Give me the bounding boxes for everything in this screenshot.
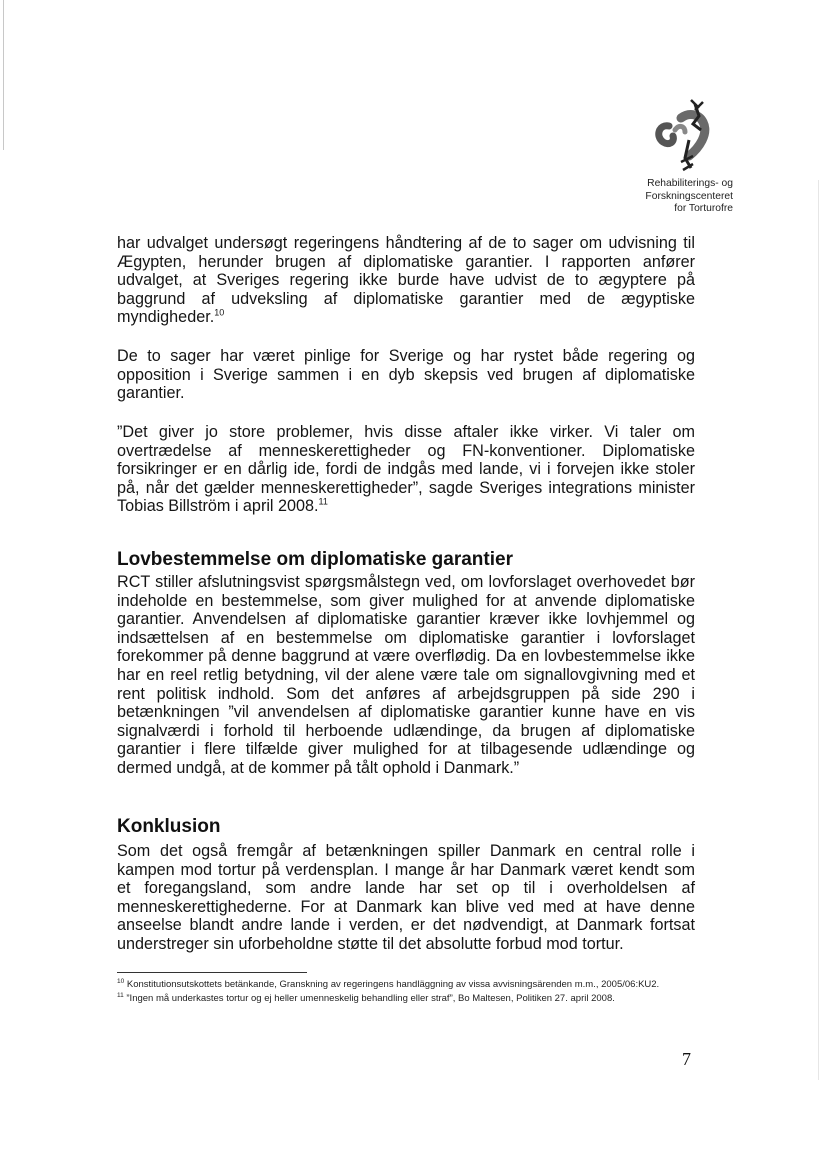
footnote-number: 11 [117, 991, 124, 999]
quote-block [117, 423, 695, 516]
footnote-ref: 11 [318, 496, 328, 507]
footnote-text: Konstitutionsutskottets betänkande, Granskning av regeringens handläggning av vissa avvisningsärenden m.m., 2005/06:KU2. [126, 979, 660, 990]
paragraph-block [117, 842, 695, 954]
footnote-separator [117, 972, 307, 973]
footnote-ref: 10 [214, 307, 225, 318]
paragraph-block [117, 234, 695, 327]
section-heading-block [117, 549, 695, 571]
section-heading: Konklusion [117, 816, 221, 837]
footnotes [117, 979, 697, 1006]
quote-paragraph [117, 423, 695, 516]
paragraph: Som det også fremgår af betænkningen spiller Danmark en central rolle i kampen mod tortur på verdensplan. I mange år har Danmark været kendt som et foregangsland, som andre lande har set op til i overholdelsen af menneskerettighederne. For at Danmark kan blive ved med at have denne anseelse blandt andre lande i verden, er det nødvendigt, at Danmark fortsat understreger sin uforbeholdne støtte til det absolutte forbud mod tortur. [117, 842, 695, 953]
org-line: Forskningscenteret [645, 190, 733, 202]
footnote [117, 993, 697, 1005]
paragraph-block [117, 347, 695, 403]
org-line: Rehabiliterings- og [647, 178, 733, 189]
scan-edge [3, 0, 4, 150]
paragraph-text: har udvalget undersøgt regeringens håndtering af de to sager om udvisning til Ægypten, herunder brugen af diplomatiske garantier. I rapporten anfører udvalget, at Sveriges regering ikke burde have udvist de to ægyptere på baggrund af udveksling af diplomatiske garantier med de ægyptiske myndigheder. [117, 234, 695, 327]
org-line: for Torturofre [674, 203, 733, 214]
paragraph [117, 234, 695, 327]
footnote-number: 10 [117, 977, 125, 985]
footnote-text: ”Ingen må underkastes tortur og ej heller umenneskelig behandling eller straf”, Bo Maltesen, Politiken 27. april 2008. [126, 992, 615, 1004]
section-heading-block [117, 816, 695, 838]
page-number: 7 [682, 1049, 691, 1069]
paragraph-text: ”Det giver jo store problemer, hvis disse aftaler ikke virker. Vi taler om overtrædelse af menneskerettigheder og FN-konventioner. Diplomatiske forsikringer er en dårlig ide, fordi de indgås med lande, vi i forvejen ikke stoler på, når det gælder menneskerettigheder”, sagde Sveriges integrations minister Tobias Billström i april 2008. [117, 423, 695, 516]
rct-logo-icon [655, 96, 725, 176]
scan-edge [818, 180, 819, 1080]
paragraph: De to sager har været pinlige for Sverige og har rystet både regering og opposition i Sverige sammen i en dyb skepsis ved brugen af diplomatiske garantier. [117, 347, 695, 403]
paragraph-block [117, 573, 695, 778]
organization-name [593, 178, 733, 216]
footnote [117, 979, 697, 991]
section-heading: Lovbestemmelse om diplomatiske garantier [117, 549, 513, 570]
paragraph: RCT stiller afslutningsvist spørgsmålstegn ved, om lovforslaget overhovedet bør indeholde en bestemmelse, som giver mulighed for at anvende diplomatiske garantier. Anvendelsen af diplomatiske garantier kræver ikke lovhjemmel og indsættelsen af en bestemmelse om diplomatiske garantier i lovforslaget forekommer på denne baggrund at være overflødig. Da en lovbestemmelse ikke har en reel retlig betydning, vil der alene være tale om signallovgivning med et rent politisk indhold. Som det anføres af arbejdsgruppen på side 290 i betænkningen ”vil anvendelsen af diplomatiske garantier kunne have en vis signalværdi i forhold til herboende udlændinge, da brugen af diplomatiske garantier i flere tilfælde giver mulighed for at tilbagesende udlændinge og dermed undgå, at de kommer på tålt ophold i Danmark.” [117, 573, 695, 777]
